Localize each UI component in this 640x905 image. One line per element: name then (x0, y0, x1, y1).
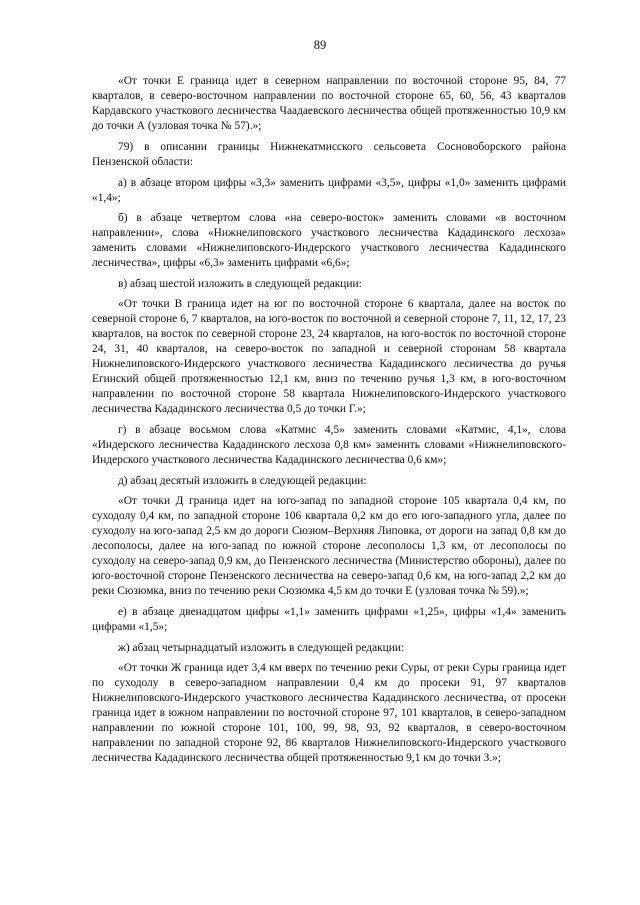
page-number: 89 (313, 38, 327, 52)
paragraph-subitem-g: г) в абзаце восьмом слова «Катмис 4,5» заменить словами «Катмис, 4,1», слова «Индерского лесничества Кададинского лесхоза 0,8 км» заменить словами «Нижнелиповского-Индерского участкового лесничества Кададинского лесничества 0,6 км»; (92, 424, 566, 466)
paragraph-subitem-d: д) абзац десятый изложить в следующей редакции: (118, 475, 367, 487)
paragraph-quote-point-v: «От точки В граница идет на юг по восточной стороне 6 квартала, далее на восток по северной стороне 6, 7 кварталов, на юго-восток по восточной и северной стороне 7, 11, 12, 17, 23 кварталов, на восток по северной стороне 23, 24 кварталов, на юго-восток по восточной стороне 24, 31, 40 кварталов, на северо-восток по западной и северной сторонам 58 квартала Нижнелиповского-Индерского участкового лесничества Кададинского лесничества до ручья Егинский общей протяженностью 12,1 км, вниз по течению ручья 1,3 км, в юго-восточном направлении по восточной стороне 58 квартала Нижнелиповского-Индерского участкового лесничества Кададинского лесничества 0,5 до точки Г.»; (92, 298, 566, 415)
paragraph-quote-point-zh: «От точки Ж граница идет 3,4 км вверх по течению реки Суры, от реки Суры граница идет по суходолу в северо-западном направлении 0,4 км до просеки 91, 97 кварталов Нижнелиповского-Индерского участкового лесничества Кададинского лесничества, от просеки граница идет в южном направлении по восточной стороне 97, 101 кварталов, в северо-западном направлении по южной стороне 101, 100, 99, 98, 93, 92 кварталов, в северо-восточном направлении по западной стороне 92, 86 кварталов Нижнелиповского-Индерского участкового лесничества Кададинского лесничества общей протяженностью 9,1 км до точки З.»; (92, 662, 566, 764)
paragraph-subitem-a: а) в абзаце втором цифры «3,3» заменить цифрами «3,5», цифры «1,0» заменить цифрами «1,4»; (92, 177, 566, 204)
paragraph-quote-point-e: «От точки Е граница идет в северном направлении по восточной стороне 95, 84, 77 кварталов, в северо-восточном направлении по восточной стороне 65, 60, 56, 43 кварталов Кардавского участкового лесничества Чаадаевского лесничества общей протяженностью 10,9 км до точки А (узловая точка № 57).»; (92, 75, 566, 132)
paragraph-item-79: 79) в описании границы Нижнекатмисского сельсовета Сосновоборского района Пензенской области: (92, 141, 566, 168)
document-body (92, 74, 566, 772)
paragraph-subitem-v: в) абзац шестой изложить в следующей редакции: (118, 278, 362, 290)
paragraph-subitem-b: б) в абзаце четвертом слова «на северо-восток» заменить словами «в восточном направлении», слова «Нижнелиповского участкового лесничества Кададинского лесхоза» заменить словами «Нижнелиповского-Индерского участкового лесничества Кададинского лесничества», цифры «6,3» заменить цифрами «6,6»; (92, 212, 566, 269)
paragraph-quote-point-d: «От точки Д граница идет на юго-запад по западной стороне 105 квартала 0,4 км, по суходолу 0,4 км, по западной стороне 106 квартала 0,2 км до его юго-западного угла, далее по суходолу на юго-запад 2,5 км до дороги Сюзюм–Верхняя Липовка, от дороги на запад 0,8 км до лесополосы, далее на юго-запад по южной стороне лесополосы 1,3 км, от лесополосы по суходолу на северо-запад 0,9 км, до Пензенского лесничества (Министерство обороны), далее по юго-восточной стороне Пензенского лесничества на северо-запад 0,6 км, на юго-запад 2,2 км до реки Сюзюмка, вниз по течению реки Сюзюмка 4,5 км до точки Е (узловая точка № 59).»; (92, 495, 566, 597)
paragraph-subitem-zh: ж) абзац четырнадцатый изложить в следующей редакции: (118, 642, 405, 654)
paragraph-subitem-e: е) в абзаце двенадцатом цифры «1,1» заменить цифрами «1,25», цифры «1,4» заменить цифрами «1,5»; (92, 606, 566, 633)
